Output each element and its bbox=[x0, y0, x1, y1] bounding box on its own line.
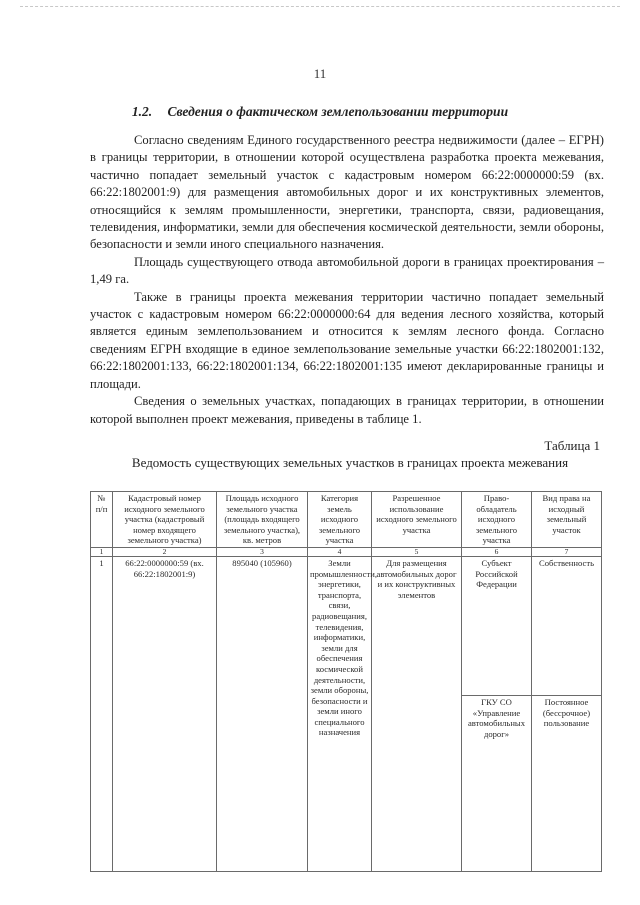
row-category: Земли промышленности, энергетики, транспорта, связи, радиовещания, телевидения, информатики, земли для обеспечения космической деятельности, земли обороны, безопасности и земли иного специального назначения bbox=[308, 556, 372, 871]
paragraph-area: Площадь существующего отвода автомобильной дороги в границах проектирования – 1,49 га. bbox=[90, 254, 604, 287]
header-permitted-use: Разрешенное использование исходного земельного участка bbox=[372, 492, 462, 548]
header-right-type: Вид права на исходный земельный участок bbox=[532, 492, 602, 548]
header-owner: Право-обладатель исходного земельного участка bbox=[462, 492, 532, 548]
header-area: Площадь исходного земельного участка (площадь входящего земельного участка), кв. метров bbox=[217, 492, 308, 548]
header-category: Категория земель исходного земельного участка bbox=[308, 492, 372, 548]
scan-top-edge bbox=[20, 6, 620, 7]
section-title: Сведения о фактическом землепользовании территории bbox=[167, 104, 509, 119]
land-plots-table bbox=[90, 491, 602, 872]
row-right-2: Постоянное (бессрочное) пользование bbox=[532, 695, 602, 871]
column-number: 5 bbox=[372, 547, 462, 556]
paragraph-table-ref: Сведения о земельных участках, попадающих в границах территории, в отношении которой выполнен проект межевания, приведены в таблице 1. bbox=[90, 394, 604, 426]
section-number: 1.2. bbox=[131, 104, 153, 119]
section-heading bbox=[0, 104, 640, 120]
column-number: 4 bbox=[308, 547, 372, 556]
table-title: Ведомость существующих земельных участков в границах проекта межевания bbox=[131, 455, 569, 470]
paragraph-egrn: Согласно сведениям Единого государственного реестра недвижимости (далее – ЕГРН) в границы территории, в отношении которой осуществлена разработка проекта межевания, частично попадает земельный участок с кадастровым номером 66:22:0000000:59 (вх. 66:22:1802001:9) для размещения автомобильных дорог и их конструктивных элементов, относящийся к землям промышленности, энергетики, транспорта, связи, радиовещания, телевидения, информатики, земли для обеспечения космической деятельности, земли обороны, безопасности и земли иного специального назначения. bbox=[90, 133, 604, 252]
row-area: 895040 (105960) bbox=[217, 556, 308, 871]
row-permitted-use: Для размещения автомобильных дорог и их конструктивных элементов bbox=[372, 556, 462, 871]
column-number: 7 bbox=[532, 547, 602, 556]
row-num: 1 bbox=[91, 556, 113, 871]
header-cadastral: Кадастровый номер исходного земельного участка (кадастровый номер входящего земельного участка) bbox=[113, 492, 217, 548]
column-number: 1 bbox=[91, 547, 113, 556]
page-number: 11 bbox=[313, 66, 327, 81]
column-number-row bbox=[91, 547, 602, 556]
row-cadastral: 66:22:0000000:59 (вх. 66:22:1802001:9) bbox=[113, 556, 217, 871]
table-header-row bbox=[91, 492, 602, 548]
column-number: 2 bbox=[113, 547, 217, 556]
body-text bbox=[90, 132, 604, 428]
row-owner-2: ГКУ СО «Управление автомобильных дорог» bbox=[462, 695, 532, 871]
table-label: Таблица 1 bbox=[544, 438, 600, 453]
paragraph-forest: Также в границы проекта межевания территории частично попадает земельный участок с кадастровым номером 66:22:0000000:64 для ведения лесного хозяйства, который является единым землепользованием и относится к землям лесного фонда. Согласно сведениям ЕГРН входящие в единое землепользование земельные участки 66:22:1802001:132, 66:22:1802001:133, 66:22:1802001:134, 66:22:1802001:135 имеют декларированные границы и площади. bbox=[90, 289, 604, 391]
table-row bbox=[91, 556, 602, 695]
header-num: № п/п bbox=[91, 492, 113, 548]
column-number: 6 bbox=[462, 547, 532, 556]
row-right-1: Собственность bbox=[532, 556, 602, 695]
column-number: 3 bbox=[217, 547, 308, 556]
row-owner-1: Субъект Российской Федерации bbox=[462, 556, 532, 695]
